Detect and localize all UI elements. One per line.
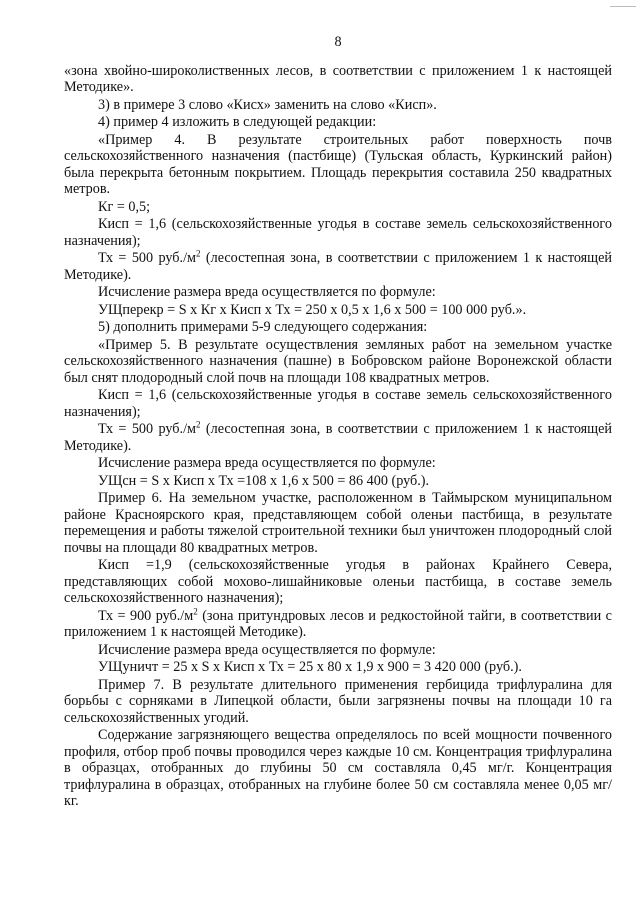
- paragraph: «Пример 4. В результате строительных работ поверхность почв сельскохозяйственного назначения (пастбище) (Тульская область, Куркинский район) была перекрыта бетонным покрытием. Площадь перекрытия составила 250 квадратных метров.: [64, 131, 612, 197]
- tariff-note: (лесостепная зона, в соответствии с приложением 1 к настоящей Методике).: [64, 421, 612, 454]
- paragraph: [64, 250, 612, 283]
- paragraph: «Пример 5. В результате осуществления земляных работ на земельном участке сельскохозяйственного назначения (пашне) в Бобровском районе Воронежской области был снят плодородный слой почв на площади 108 квадратных метров.: [64, 336, 612, 386]
- page-corner-mark: [610, 0, 636, 7]
- paragraph: Содержание загрязняющего вещества определялось по всей мощности почвенного профиля, отбор проб почвы проводился через каждые 10 см. Концентрация трифлуралина в образцах, отобранных до глубины 50 см составляла 0,45 мг/г. Концентрация трифлуралина в образцах, отобранных на глубине более 50 см составляла менее 0,05 мг/кг.: [64, 727, 612, 809]
- tariff-text: Тх = 500 руб./м: [98, 421, 196, 437]
- page-number: 8: [334, 34, 342, 50]
- tariff-note: (лесостепная зона, в соответствии с приложением 1 к настоящей Методике).: [64, 250, 612, 283]
- paragraph: 4) пример 4 изложить в следующей редакции:: [98, 114, 377, 130]
- formula: УЩуничт = 25 x S x Кисп x Тх = 25 x 80 x 1,9 x 900 = 3 420 000 (руб.).: [98, 659, 522, 675]
- superscript: 2: [193, 605, 198, 616]
- paragraph: Кг = 0,5;: [98, 198, 151, 215]
- document-page: [64, 34, 612, 811]
- paragraph: Кисп = 1,6 (сельскохозяйственные угодья в составе земель сельскохозяйственного назначения);: [64, 216, 612, 249]
- paragraph: 5) дополнить примерами 5-9 следующего содержания:: [98, 319, 428, 335]
- paragraph: [64, 421, 612, 454]
- tariff-text: Тх = 900 руб./м: [98, 607, 194, 624]
- tariff-text: Тх = 500 руб./м: [98, 250, 196, 266]
- paragraph: Кисп = 1,6 (сельскохозяйственные угодья в составе земель сельскохозяйственного назначения);: [64, 387, 612, 420]
- tariff-note: (зона притундровых лесов и редкостойной тайги, в соответствии с приложением 1 к настоящей Методике).: [64, 607, 612, 640]
- superscript: 2: [196, 419, 201, 430]
- superscript: 2: [196, 248, 201, 259]
- formula: УЩперекр = S x Кг x Кисп x Тх = 250 x 0,5 x 1,6 x 500 = 100 000 руб.».: [98, 301, 527, 318]
- paragraph: Исчисление размера вреда осуществляется по формуле:: [98, 455, 436, 471]
- paragraph: Пример 7. В результате длительного применения гербицида трифлуралина для борьбы с сорняками в Липецкой области, были загрязнены почвы на площади 10 га сельскохозяйственных угодий.: [64, 676, 612, 726]
- paragraph: [64, 605, 612, 641]
- paragraph: «зона хвойно-широколиственных лесов, в соответствии с приложением 1 к настоящей Методике».: [64, 62, 612, 95]
- paragraph: Исчисление размера вреда осуществляется по формуле:: [98, 641, 436, 658]
- formula: УЩсн = S x Кисп x Тх =108 x 1,6 x 500 = 86 400 (руб.).: [98, 472, 430, 489]
- paragraph: Исчисление размера вреда осуществляется по формуле:: [98, 284, 436, 300]
- paragraph: Кисп =1,9 (сельскохозяйственные угодья в районах Крайнего Севера, представляющих собой мохово-лишайниковые оленьи пастбища, в составе земель сельскохозяйственного назначения);: [64, 557, 612, 606]
- paragraph: 3) в примере 3 слово «Кисх» заменить на слово «Кисп».: [98, 96, 437, 113]
- paragraph: Пример 6. На земельном участке, расположенном в Таймырском муниципальном районе Красноярского края, представляющем собой оленьи пастбища, в результате перемещения и работы тяжелой строительной техники был уничтожен плодородный слой почвы на площади 80 квадратных метров.: [64, 490, 612, 556]
